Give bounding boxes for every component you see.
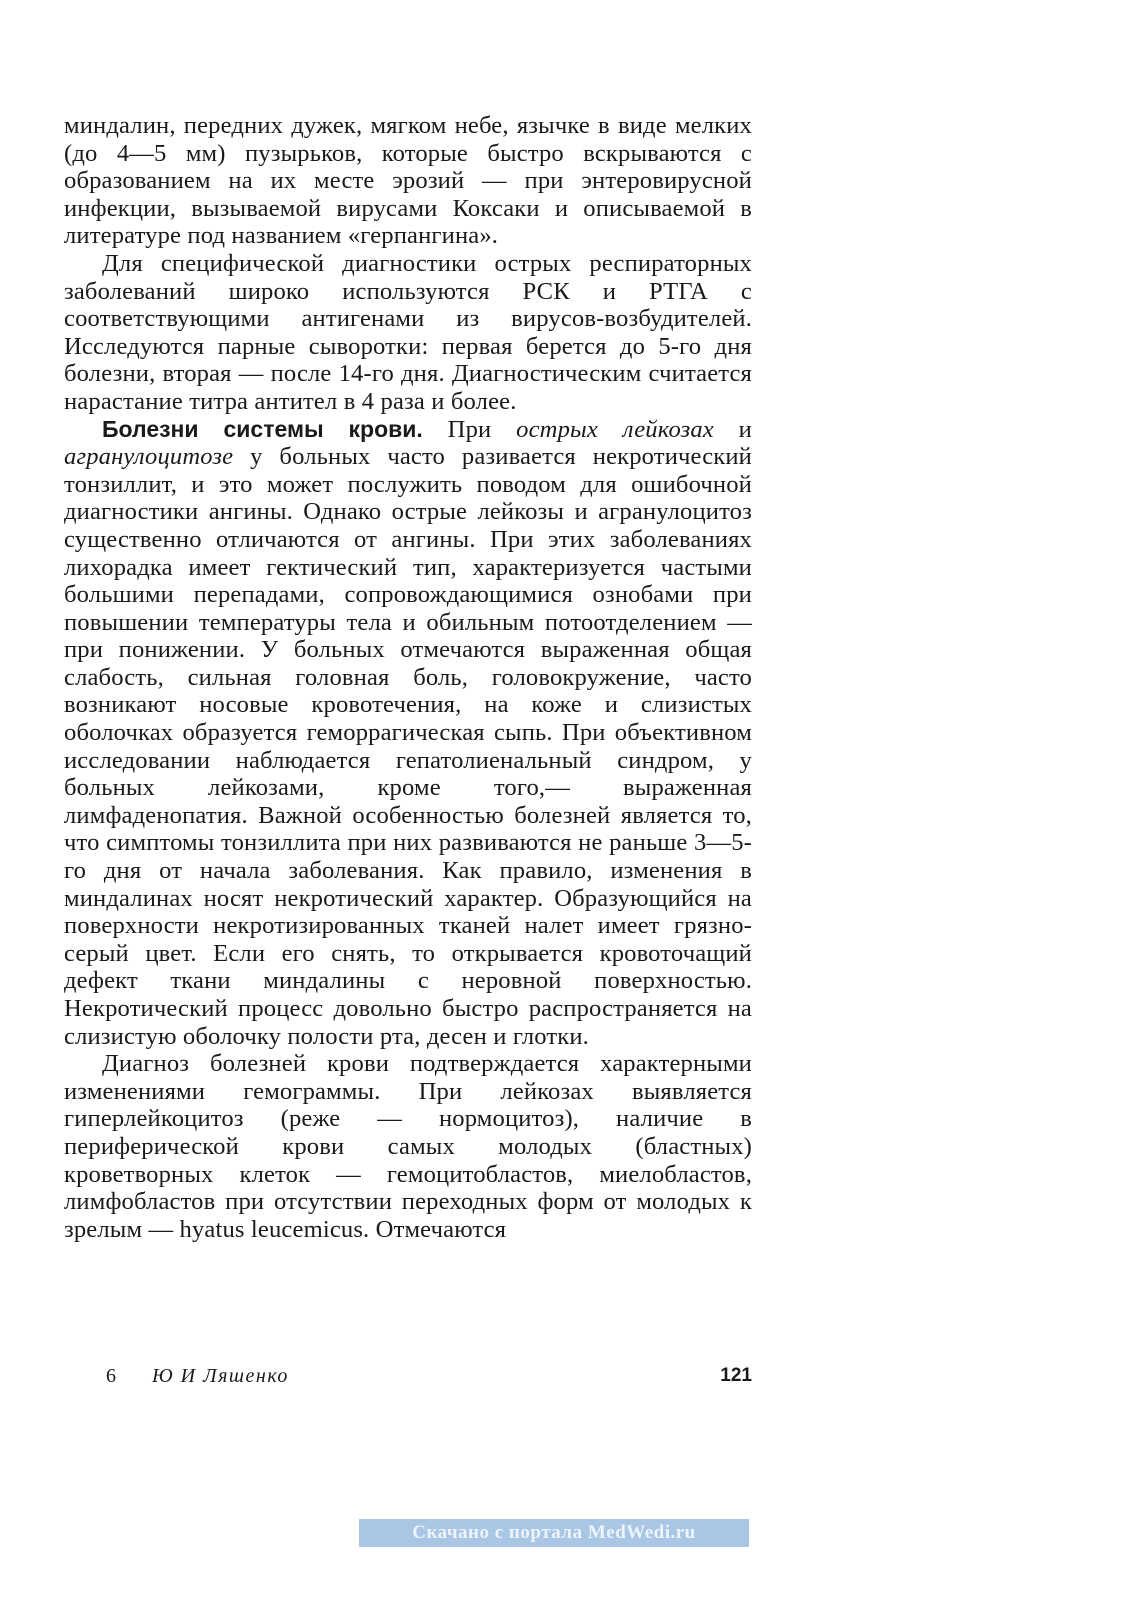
section-heading: Болезни системы крови. [102,415,423,442]
text-run: и [713,415,752,443]
paragraph-blood-diseases [64,416,752,1051]
paragraph-diagnosis: Диагноз болезней крови подтверждается характерными изменениями гемограммы. При лейкозах выявляется гиперлейкоцитоз (реже — нормоцитоз), наличие в периферической крови самых молодых (бластных) кроветворных клеток — гемоцитобластов, миелобластов, лимфобластов при отсутствии переходных форм от молодых к зрелым — hyatus leucemicus. Отмечаются [64,1050,752,1243]
page-body [64,112,752,1243]
paragraph-continued: миндалин, передних дужек, мягком небе, язычке в виде мелких (до 4—5 мм) пузырьков, которые быстро вскрываются с образованием на их месте эрозий — при энтеровирусной инфекции, вызываемой вирусами Коксаки и описываемой в литературе под названием «герпангина». [64,112,752,250]
page-footer [64,1365,752,1395]
download-watermark: Скачано с портала MedWedi.ru [359,1519,749,1547]
page-number: 121 [720,1365,752,1386]
footer-author: Ю И Ляшенко [152,1365,289,1387]
signature-mark: 6 [106,1365,117,1387]
emphasis-term: острых лейкозах [516,415,714,443]
paragraph-serology: Для специфической диагностики острых респираторных заболеваний широко используются РСК и РТГА с соответствующими антигенами из вирусов-возбудителей. Исследуются парные сыворотки: первая берется до 5-го дня болезни, вторая — после 14-го дня. Диагностическим считается нарастание титра антител в 4 раза и более. [64,249,752,415]
emphasis-term: агранулоцитозе [64,443,234,471]
text-run: у больных часто разивается некротический тонзиллит, и это может послужить поводом для ошибочной диагностики ангины. Однако острые лейкозы и агранулоцитоз существенно отличаются от ангины. При этих заболеваниях лихорадка имеет гектический тип, характеризуется частыми большими перепадами, сопровождающимися ознобами при повышении температуры тела и обильным потоотделением — при понижении. У больных отмечаются выраженная общая слабость, сильная головная боль, головокружение, часто возникают носовые кровотечения, на коже и слизистых оболочках образуется геморрагическая сыпь. При объективном исследовании наблюдается гепатолиенальный синдром, у больных лейкозами, кроме того,— выраженная лимфаденопатия. Важной особенностью болезней является то, что симптомы тонзиллита при них развиваются не раньше 3—5-го дня от начала заболевания. Как правило, изменения в миндалинах носят некротический характер. Образующийся на поверхности некротизированных тканей налет имеет грязно-серый цвет. Если его снять, то открывается кровоточащий дефект ткани миндалины с неровной поверхностью. Некротический процесс довольно быстро распространяется на слизистую оболочку полости рта, десен и глотки. [64,443,752,1050]
text-run: При [422,415,517,443]
